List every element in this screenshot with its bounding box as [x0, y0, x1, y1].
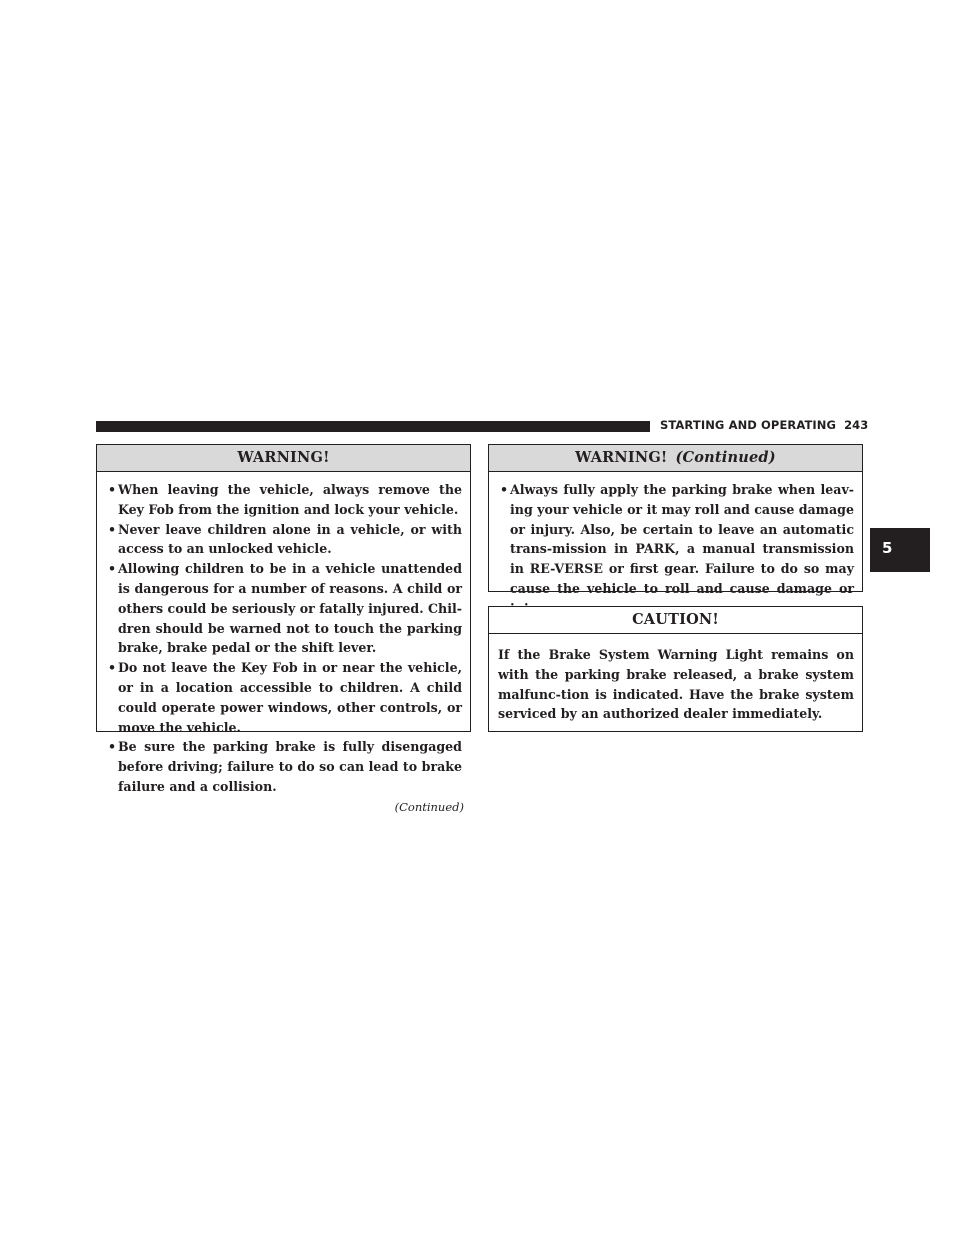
- bullet-icon: •: [108, 561, 117, 577]
- warning-title-text: WARNING!: [575, 449, 668, 466]
- list-item-text: When leaving the vehicle, always remove the Key Fob from the ignition and lock your vehicle.: [118, 482, 462, 517]
- list-item: [108, 658, 462, 737]
- warning-continued-title: [489, 445, 862, 472]
- warning-list: [97, 472, 470, 797]
- header-rule: [96, 421, 650, 432]
- bullet-icon: •: [108, 521, 117, 537]
- warning-continued-list: [489, 472, 862, 619]
- list-item-text: Do not leave the Key Fob in or near the vehicle, or in a location accessible to children. A child could operate power windows, other controls, or move the vehicle.: [118, 660, 462, 735]
- bullet-icon: •: [500, 482, 509, 497]
- bullet-icon: •: [108, 739, 117, 755]
- caution-title: CAUTION!: [489, 607, 862, 634]
- list-item: [108, 559, 462, 658]
- continued-note: (Continued): [394, 800, 464, 814]
- caution-box: [488, 606, 863, 732]
- caution-text: If the Brake System Warning Light remains on with the parking brake released, a brake system malfunc-tion is indicated. Have the brake system serviced by an authorized dealer immediately.: [498, 647, 854, 722]
- list-item-text: Allowing children to be in a vehicle unattended is dangerous for a number of reasons. A child or others could be seriously or fatally injured. Chil-dren should be warned not to touch the parking brake, brake pedal or the shift lever.: [118, 561, 462, 656]
- warning-continued-box: [488, 444, 863, 596]
- continued-suffix: (Continued): [675, 449, 776, 466]
- list-item: [108, 737, 462, 796]
- bullet-icon: •: [108, 482, 117, 497]
- list-item-text: Always fully apply the parking brake when leav-ing your vehicle or it may roll and cause damage or injury. Also, be certain to leave an automatic trans-mission in PARK, a manual transmission in RE-VERSE or first gear. Failure to do so may cause the vehicle to roll and cause damage or: [510, 482, 854, 596]
- list-item-text: Never leave children alone in a vehicle, or with access to an unlocked vehicle.: [118, 521, 462, 557]
- page-number: 243: [844, 418, 869, 432]
- chapter-tab: 5: [870, 528, 930, 572]
- list-item-text: Be sure the parking brake is fully disengaged before driving; failure to do so can lead to brake failure and a collision.: [118, 739, 462, 794]
- section-title: STARTING AND OPERATING: [660, 418, 837, 432]
- list-item: [108, 480, 462, 520]
- running-header: [660, 418, 869, 432]
- warning-title: WARNING!: [97, 445, 470, 472]
- list-item: [108, 520, 462, 560]
- list-item: [500, 480, 854, 619]
- bullet-icon: •: [108, 660, 117, 676]
- warning-box: [96, 444, 471, 794]
